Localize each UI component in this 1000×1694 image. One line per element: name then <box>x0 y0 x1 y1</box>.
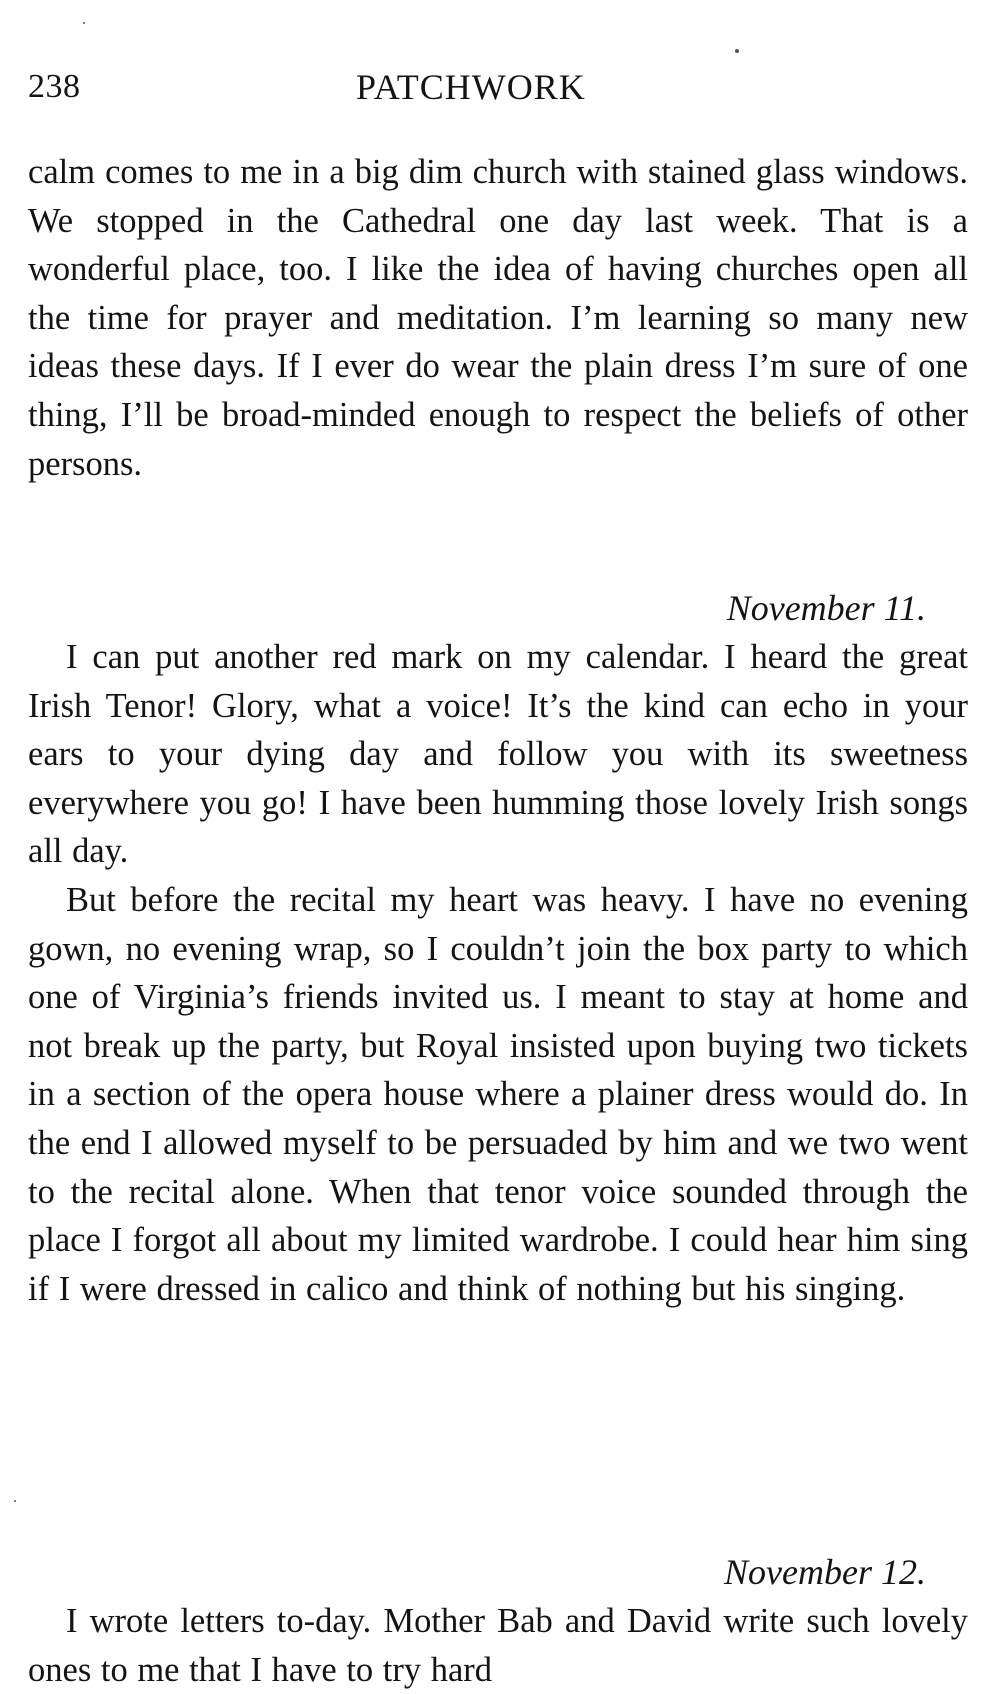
paragraph: I wrote letters to-day. Mother Bab and David write such lovely ones to me that I have to try hard <box>28 1602 968 1689</box>
entry-date: November 12. <box>724 1552 926 1592</box>
entry-november-12 <box>28 1547 968 1694</box>
scan-speck <box>735 49 739 53</box>
page-number: 238 <box>28 68 81 105</box>
paragraph-continued: calm comes to me in a big dim church with stained glass windows. We stopped in the Cathedral one day last week. That is a wonderful place, too. I like the idea of having churches open all the time for prayer and meditation. I’m learning so many new ideas these days. If I ever do wear the plain dress I’m sure of one thing, I’ll be broad-minded enough to respect the beliefs of other persons. <box>28 153 968 483</box>
scan-speck <box>14 1500 16 1502</box>
page-header <box>28 62 968 112</box>
paragraph: But before the recital my heart was heavy. I have no evening gown, no evening wrap, so I couldn’t join the box party to which one of Virginia’s friends invited us. I meant to stay at home and not break up the party, but Royal insisted upon buying two tickets in a section of the opera house where a plainer dress would do. In the end I allowed myself to be persuaded by him and we two went to the recital alone. When that tenor voice sounded through the place I forgot all about my limited wardrobe. I could hear him sing if I were dressed in calico and think of nothing but his singing. <box>28 880 968 1308</box>
entry-continued <box>28 148 968 488</box>
scan-speck <box>83 22 85 24</box>
entry-november-11 <box>28 583 968 1313</box>
entry-date: November 11. <box>726 588 926 628</box>
paragraph: I can put another red mark on my calendar. I heard the great Irish Tenor! Glory, what a voice! It’s the kind can echo in your ears to your dying day and follow you with its sweetness everywhere you go! I have been humming those lovely Irish songs all day. <box>28 638 968 871</box>
running-title: PATCHWORK <box>356 67 586 107</box>
